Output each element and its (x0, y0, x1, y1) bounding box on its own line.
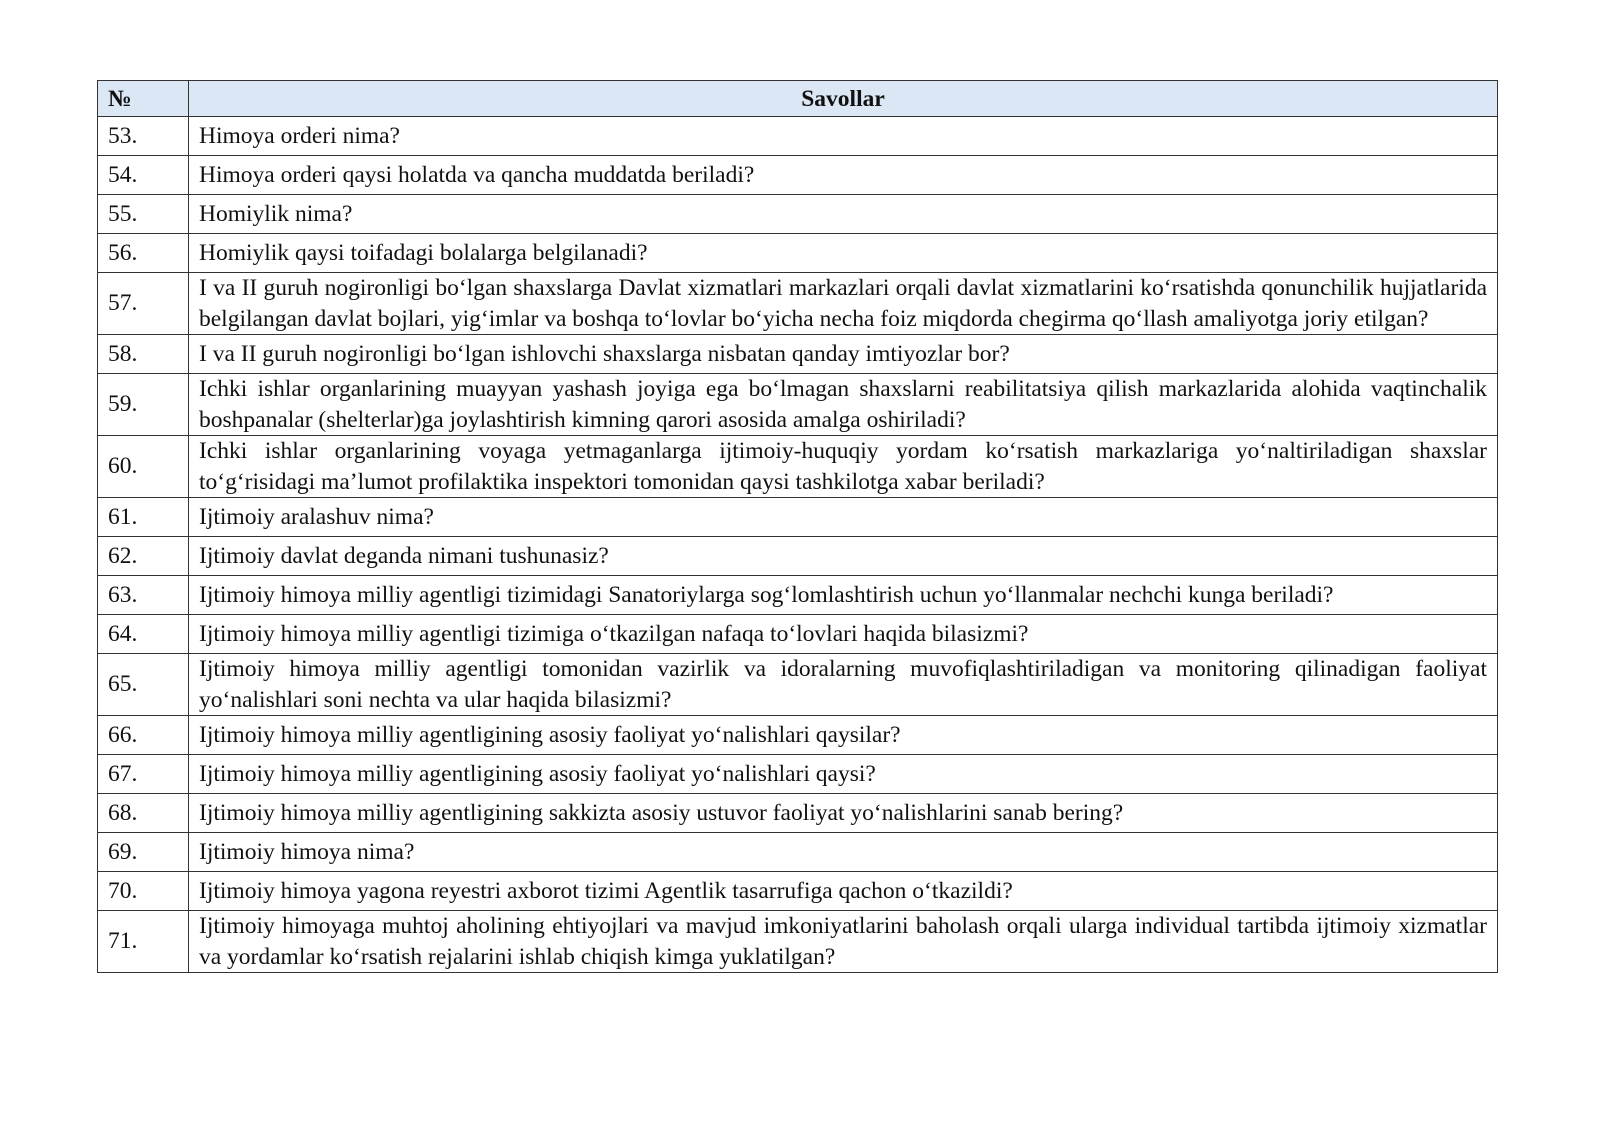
table-row (98, 273, 1498, 335)
question-text: Ijtimoiy himoya milliy agentligining sakkizta asosiy ustuvor faoliyat yoʻnalishlarini sanab bering? (189, 794, 1498, 833)
table-row (98, 654, 1498, 716)
question-number: 58. (98, 335, 189, 374)
table-row (98, 498, 1498, 537)
question-text: Ijtimoiy aralashuv nima? (189, 498, 1498, 537)
number-column-header: № (98, 81, 189, 117)
question-text: Ichki ishlar organlarining voyaga yetmaganlarga ijtimoiy-huquqiy yordam koʻrsatish markazlariga yoʻnaltiriladigan shaxslar toʻgʻrisidagi maʼlumot profilaktika inspektori tomonidan qaysi tashkilotga xabar beriladi? (189, 436, 1498, 498)
table-row (98, 156, 1498, 195)
question-text: Ijtimoiy himoya nima? (189, 833, 1498, 872)
question-text: Ijtimoiy himoya milliy agentligining asosiy faoliyat yoʻnalishlari qaysi? (189, 755, 1498, 794)
table-row (98, 117, 1498, 156)
table-row (98, 537, 1498, 576)
question-number: 61. (98, 498, 189, 537)
question-text: I va II guruh nogironligi boʻlgan ishlovchi shaxslarga nisbatan qanday imtiyozlar bor? (189, 335, 1498, 374)
table-header (98, 81, 1498, 117)
table-body (98, 117, 1498, 973)
table-row (98, 335, 1498, 374)
question-number: 53. (98, 117, 189, 156)
table-row (98, 833, 1498, 872)
questions-table (97, 80, 1498, 973)
document-page (97, 80, 1497, 973)
question-text: Homiylik qaysi toifadagi bolalarga belgilanadi? (189, 234, 1498, 273)
question-number: 60. (98, 436, 189, 498)
table-row (98, 436, 1498, 498)
question-number: 68. (98, 794, 189, 833)
table-row (98, 794, 1498, 833)
question-text: Ijtimoiy himoya yagona reyestri axborot tizimi Agentlik tasarrufiga qachon oʻtkazildi? (189, 872, 1498, 911)
question-number: 70. (98, 872, 189, 911)
question-number: 71. (98, 911, 189, 973)
table-row (98, 374, 1498, 436)
question-number: 67. (98, 755, 189, 794)
question-text: Ijtimoiy himoya milliy agentligi tizimidagi Sanatoriylarga sogʻlomlashtirish uchun yoʻllanmalar nechchi kunga beriladi? (189, 576, 1498, 615)
table-row (98, 234, 1498, 273)
question-text: Himoya orderi qaysi holatda va qancha muddatda beriladi? (189, 156, 1498, 195)
question-text: Ijtimoiy himoya milliy agentligi tomonidan vazirlik va idoralarning muvofiqlashtiriladigan va monitoring qilinadigan faoliyat yoʻnalishlari soni nechta va ular haqida bilasizmi? (189, 654, 1498, 716)
question-text: Ichki ishlar organlarining muayyan yashash joyiga ega boʻlmagan shaxslarni reabilitatsiya qilish markazlarida alohida vaqtinchalik boshpanalar (shelterlar)ga joylashtirish kimning qarori asosida amalga oshiriladi? (189, 374, 1498, 436)
table-row (98, 872, 1498, 911)
question-number: 57. (98, 273, 189, 335)
question-text: Homiylik nima? (189, 195, 1498, 234)
question-text: Ijtimoiy himoya milliy agentligining asosiy faoliyat yoʻnalishlari qaysilar? (189, 716, 1498, 755)
table-row (98, 195, 1498, 234)
table-row (98, 755, 1498, 794)
question-number: 63. (98, 576, 189, 615)
questions-column-header: Savollar (189, 81, 1498, 117)
question-text: I va II guruh nogironligi boʻlgan shaxslarga Davlat xizmatlari markazlari orqali davlat xizmatlarini koʻrsatishda qonunchilik hujjatlarida belgilangan davlat bojlari, yigʻimlar va boshqa toʻlovlar boʻyicha necha foiz miqdorda chegirma qoʻllash amaliyotga joriy etilgan? (189, 273, 1498, 335)
question-number: 56. (98, 234, 189, 273)
question-text: Himoya orderi nima? (189, 117, 1498, 156)
question-text: Ijtimoiy davlat deganda nimani tushunasiz? (189, 537, 1498, 576)
table-row (98, 576, 1498, 615)
question-number: 62. (98, 537, 189, 576)
question-number: 69. (98, 833, 189, 872)
question-text: Ijtimoiy himoya milliy agentligi tizimiga oʻtkazilgan nafaqa toʻlovlari haqida bilasizmi? (189, 615, 1498, 654)
table-row (98, 615, 1498, 654)
question-number: 66. (98, 716, 189, 755)
question-text: Ijtimoiy himoyaga muhtoj aholining ehtiyojlari va mavjud imkoniyatlarini baholash orqali ularga individual tartibda ijtimoiy xizmatlar va yordamlar koʻrsatish rejalarini ishlab chiqish kimga yuklatilgan? (189, 911, 1498, 973)
question-number: 59. (98, 374, 189, 436)
table-row (98, 911, 1498, 973)
question-number: 65. (98, 654, 189, 716)
question-number: 55. (98, 195, 189, 234)
table-row (98, 716, 1498, 755)
question-number: 54. (98, 156, 189, 195)
question-number: 64. (98, 615, 189, 654)
header-row (98, 81, 1498, 117)
